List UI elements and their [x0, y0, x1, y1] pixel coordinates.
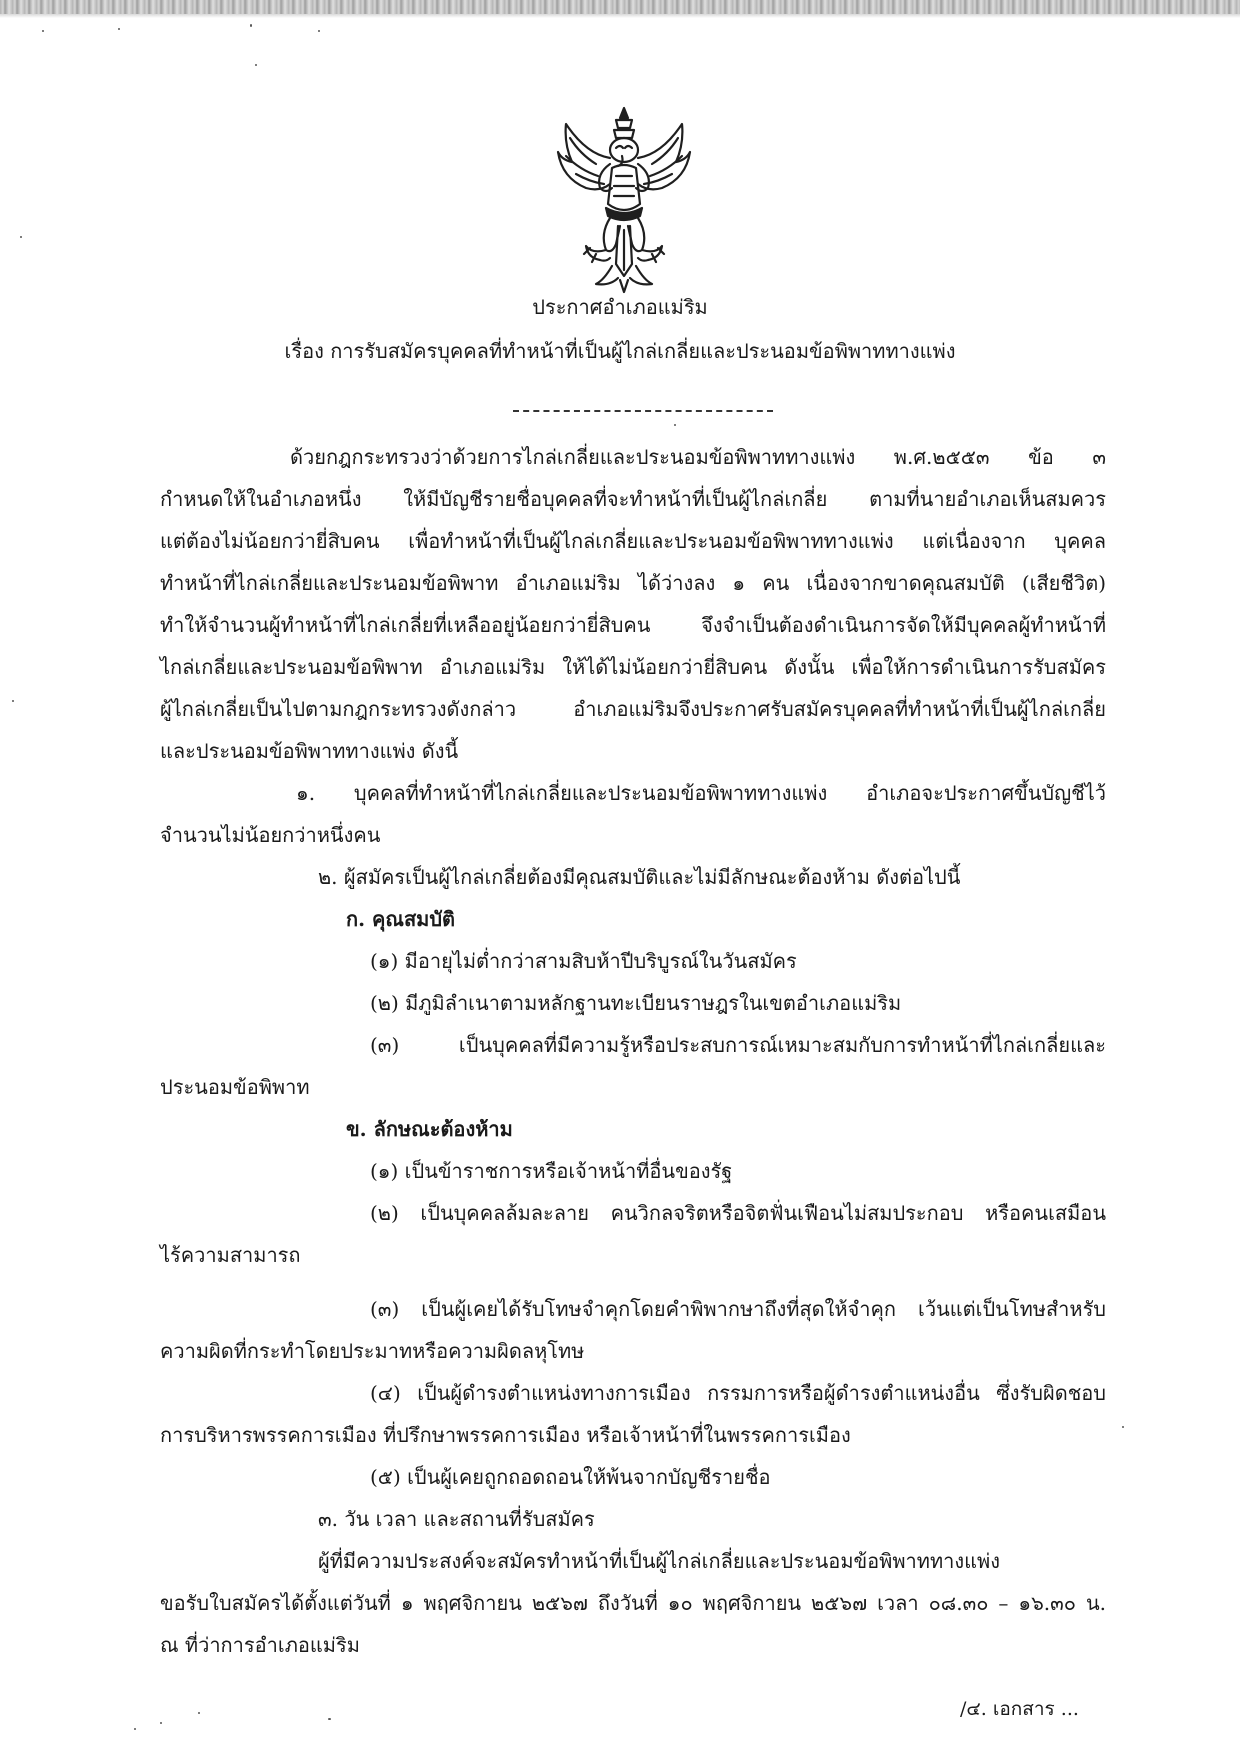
body-line: ทำหน้าที่ไกล่เกลี่ยและประนอมข้อพิพาท อำเภอแม่ริม ได้ว่างลง ๑ คน เนื่องจากขาดคุณสมบัติ (เสียชีวิต)	[160, 571, 1106, 595]
body-line: และประนอมข้อพิพาททางแพ่ง ดังนี้	[160, 739, 459, 763]
scan-speck	[198, 1712, 200, 1714]
qualification-item: (๓) เป็นบุคคลที่มีความรู้หรือประสบการณ์เหมาะสมกับการทำหน้าที่ไกล่เกลี่ยและ	[370, 1033, 1106, 1057]
scan-speck	[42, 30, 44, 32]
prohibition-item: (๓) เป็นผู้เคยได้รับโทษจำคุกโดยคำพิพากษาถึงที่สุดให้จำคุก เว้นแต่เป็นโทษสำหรับ	[370, 1297, 1106, 1321]
scan-speck	[328, 1718, 331, 1720]
scan-edge-shadow	[0, 14, 1240, 18]
scan-speck	[674, 424, 676, 426]
section-3-heading: ๓. วัน เวลา และสถานที่รับสมัคร	[318, 1507, 595, 1531]
prohibition-item: (๔) เป็นผู้ดำรงตำแหน่งทางการเมือง กรรมการหรือผู้ดำรงตำแหน่งอื่น ซึ่งรับผิดชอบ	[370, 1381, 1106, 1405]
body-line: แต่ต้องไม่น้อยกว่ายี่สิบคน เพื่อทำหน้าที่เป็นผู้ไกล่เกลี่ยและประนอมข้อพิพาททางแพ่ง แต่เนื่องจาก บุคคล	[160, 529, 1106, 553]
scan-speck	[318, 30, 320, 32]
section-3-line: ผู้ที่มีความประสงค์จะสมัครทำหน้าที่เป็นผู้ไกล่เกลี่ยและประนอมข้อพิพาททางแพ่ง	[318, 1549, 1000, 1573]
prohibitions-heading: ข. ลักษณะต้องห้าม	[346, 1117, 513, 1141]
section-1-line: ๑. บุคคลที่ทำหน้าที่ไกล่เกลี่ยและประนอมข้อพิพาททางแพ่ง อำเภอจะประกาศขึ้นบัญชีไว้	[296, 781, 1106, 805]
section-3-line: ขอรับใบสมัครได้ตั้งแต่วันที่ ๑ พฤศจิกายน ๒๕๖๗ ถึงวันที่ ๑๐ พฤศจิกายน ๒๕๖๗ เวลา ๐๘.๓๐ – ๑๖.๓๐ น.	[160, 1591, 1106, 1615]
section-2-heading: ๒. ผู้สมัครเป็นผู้ไกล่เกลี่ยต้องมีคุณสมบัติและไม่มีลักษณะต้องห้าม ดังต่อไปนี้	[318, 865, 961, 889]
section-1-line: จำนวนไม่น้อยกว่าหนึ่งคน	[160, 823, 381, 847]
qualification-item-cont: ประนอมข้อพิพาท	[160, 1075, 310, 1099]
qualification-item: (๒) มีภูมิลำเนาตามหลักฐานทะเบียนราษฎรในเขตอำเภอแม่ริม	[370, 991, 902, 1015]
scan-speck	[160, 1722, 162, 1724]
scan-speck	[12, 700, 14, 702]
qualification-item: (๑) มีอายุไม่ต่ำกว่าสามสิบห้าปีบริบูรณ์ในวันสมัคร	[370, 949, 797, 973]
prohibition-item-cont: การบริหารพรรคการเมือง ที่ปรึกษาพรรคการเมือง หรือเจ้าหน้าที่ในพรรคการเมือง	[160, 1423, 851, 1447]
garuda-emblem-icon	[556, 104, 692, 294]
prohibition-item: (๑) เป็นข้าราชการหรือเจ้าหน้าที่อื่นของรัฐ	[370, 1159, 733, 1183]
prohibition-item-cont: ไร้ความสามารถ	[160, 1243, 301, 1267]
scan-speck	[20, 236, 22, 238]
scan-speck	[1122, 1426, 1124, 1428]
body-line: ผู้ไกล่เกลี่ยเป็นไปตามกฎกระทรวงดังกล่าว อำเภอแม่ริมจึงประกาศรับสมัครบุคคลที่ทำหน้าที่เป็นผู้ไกล่เกลี่ย	[160, 697, 1106, 721]
scan-edge-top	[0, 0, 1240, 14]
title-divider	[513, 410, 773, 412]
scan-speck	[118, 28, 120, 30]
body-line: กำหนดให้ในอำเภอหนึ่ง ให้มีบัญชีรายชื่อบุคคลที่จะทำหน้าที่เป็นผู้ไกล่เกลี่ย ตามที่นายอำเภอเห็นสมควร	[160, 487, 1106, 511]
section-3-line: ณ ที่ว่าการอำเภอแม่ริม	[160, 1633, 360, 1657]
scan-speck	[134, 1728, 136, 1730]
scan-speck	[255, 64, 257, 66]
scan-speck	[250, 24, 252, 27]
body-line: ด้วยกฎกระทรวงว่าด้วยการไกล่เกลี่ยและประนอมข้อพิพาททางแพ่ง พ.ศ.๒๕๕๓ ข้อ ๓	[290, 445, 1106, 469]
prohibition-item: (๒) เป็นบุคคลล้มละลาย คนวิกลจริตหรือจิตฟั่นเฟือนไม่สมประกอบ หรือคนเสมือน	[370, 1201, 1106, 1225]
body-line: ไกล่เกลี่ยและประนอมข้อพิพาท อำเภอแม่ริม ให้ได้ไม่น้อยกว่ายี่สิบคน ดังนั้น เพื่อให้การดำเนินการรับสมัคร	[160, 655, 1106, 679]
prohibition-item-cont: ความผิดที่กระทำโดยประมาทหรือความผิดลหุโทษ	[160, 1339, 585, 1363]
announcement-subject: เรื่อง การรับสมัครบุคคลที่ทำหน้าที่เป็นผู้ไกล่เกลี่ยและประนอมข้อพิพาททางแพ่ง	[284, 339, 956, 363]
announcement-title: ประกาศอำเภอแม่ริม	[532, 295, 708, 319]
page-continuation: /๔. เอกสาร ...	[960, 1698, 1079, 1720]
body-line: ทำให้จำนวนผู้ทำหน้าที่ไกล่เกลี่ยที่เหลืออยู่น้อยกว่ายี่สิบคน จึงจำเป็นต้องดำเนินการจัดให้มีบุคคลผู้ทำหน้าที่	[160, 613, 1106, 637]
prohibition-item: (๕) เป็นผู้เคยถูกถอดถอนให้พ้นจากบัญชีรายชื่อ	[370, 1465, 771, 1489]
qualifications-heading: ก. คุณสมบัติ	[346, 907, 456, 931]
